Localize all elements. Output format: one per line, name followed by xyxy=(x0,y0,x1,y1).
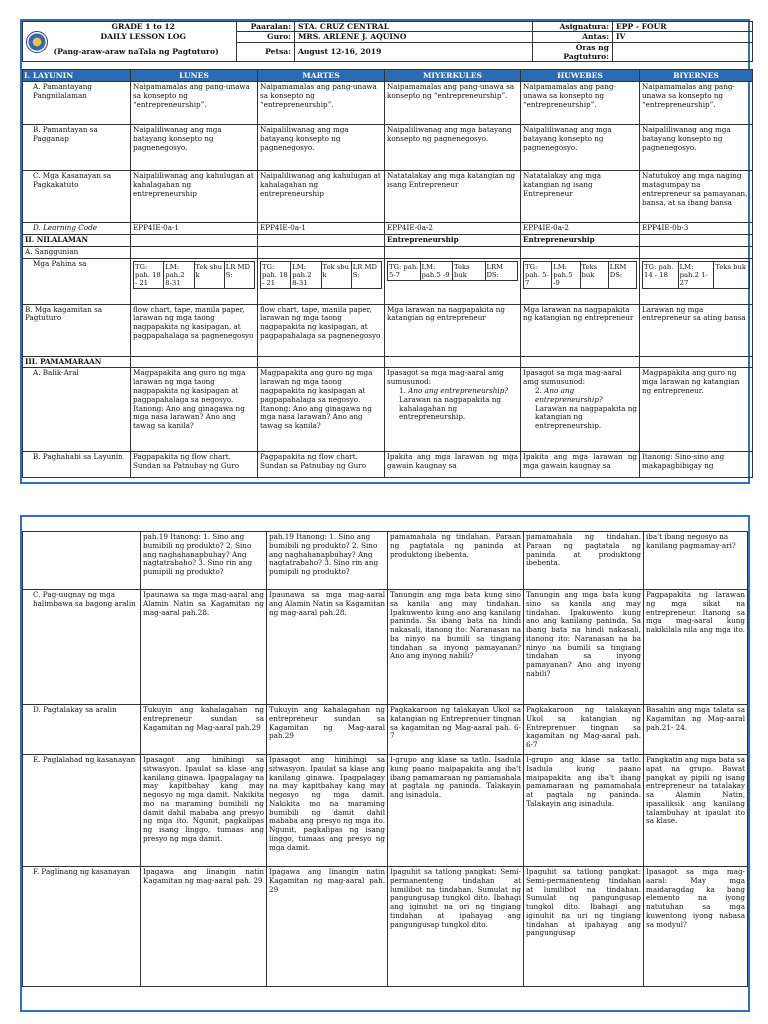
table-cell: Ipaunawa sa mga mag-aaral ang Alamin Natin sa Kagamitan ng mag-aaral pah.28. xyxy=(141,590,267,705)
day-header-row xyxy=(23,70,753,82)
table-cell: Natutukoy ang mga naging matagumpay na entrepreneur sa pamayanan, bansa, at sa ibang bansa xyxy=(640,171,753,223)
day-thursday: HUWEBES xyxy=(521,70,640,82)
row-label: B. Mga kagamitan sa Pagtuturo xyxy=(23,304,131,356)
grade-value: IV xyxy=(613,32,753,42)
grade-label: Antas: xyxy=(533,32,613,42)
reference-cell xyxy=(640,258,753,304)
table-cell xyxy=(521,368,640,452)
row-label: E. Paglalahad ng kasanayan xyxy=(23,755,141,867)
table-cell: Pagkakaroon ng talakayan Ukol sa katangian ng Entreprenuer tingnan sa kagamitan ng Mag-aaral pah. 6-7 xyxy=(388,705,524,755)
learning-code: EPP4IE-0a-1 xyxy=(131,223,258,235)
grade-title: GRADE 1 to 12 xyxy=(51,22,237,32)
table-cell: Naipamamalas ang pang-unawa sa konsepto ng “entrepreneurship”. xyxy=(258,82,385,125)
lesson-table-page-1 xyxy=(22,69,753,478)
day-wednesday: MIYERKULES xyxy=(385,70,521,82)
table-cell: Naipaliliwanag ang kahulugan at kahalagahan ng entrepreneurship xyxy=(258,171,385,223)
ref-tg: TG: pah. 5-7 xyxy=(389,262,419,279)
table-cell: Pagpapakita ng larawan ng mga sikat na entrepreneur. Itanong sa mga mag-aaral kung nakikilala nila ang mga ito. xyxy=(644,590,748,705)
day-tuesday: MARTES xyxy=(258,70,385,82)
table-cell: pah.19 Itanong: 1. Sino ang bumibili ng produkto? 2. Sino ang naghahanapbuhay? Ang nagtatrabaho? 3. Sino rin ang pumipili ng produkto? xyxy=(141,532,267,590)
learning-code: EPP4IE-0b-3 xyxy=(640,223,753,235)
table-cell: Ipaguhit sa tatlong pangkat: Semi-permanenteng tindahan at lumilibot na tindahan. Sumulat ng pangungusap tungkol dito. Ibahagi ang iginuhit na uri ng tingiang tindahan at ipahayag ang pangungusap tungkol dito. xyxy=(388,867,524,987)
table-cell: Mga larawan na nagpapakita ng katangian ng entrepreneur xyxy=(385,304,521,356)
table-cell: Tanungin ang mga bata kung sino sa kanila ang may tindahan. Ipakuwento kung ano ang kanilang paninda. Sa ibang bata na hindi nakasali, itanong ito: Naranasan na ba ninyo na bumili sa tingiang tindahan sa inyong pamayanan? Ano ang inyong nabili? xyxy=(524,590,644,705)
dll-title: DAILY LESSON LOG xyxy=(51,32,237,42)
topic-cell xyxy=(640,235,753,247)
learning-code: EPP4IE-0a-2 xyxy=(385,223,521,235)
reference-cell xyxy=(521,258,640,304)
table-row xyxy=(23,304,753,356)
ref-teksbuk: Tek sbu k xyxy=(321,261,351,289)
cell-tail: Larawan na nagpapakita ng katangian ng entrepreneurship. xyxy=(535,403,637,431)
time-value xyxy=(613,42,753,62)
table-row xyxy=(23,705,748,755)
ref-lm: LM: pah.5 -9 xyxy=(552,261,580,289)
time-label: Oras ng Pagtuturo: xyxy=(533,42,613,62)
table-row xyxy=(23,171,753,223)
table-cell: Naipaliliwanag ang mga batayang konsepto ng pagnenegosyo. xyxy=(131,125,258,171)
cell-intro: Ipasagot sa mga mag-aaral amg sumusunod: xyxy=(387,368,504,387)
day-monday: LUNES xyxy=(131,70,258,82)
page-1 xyxy=(20,19,750,484)
table-row xyxy=(23,258,753,304)
table-cell: flow chart, tape, manila paper, larawan ng mga taong nagpapakita ng kasipagan, at pagpapahalaga sa pagnenegosyo xyxy=(131,304,258,356)
lesson-table-page-2 xyxy=(22,531,748,987)
topic-cell xyxy=(131,235,258,247)
section-nilalaman: II. NILALAMAN xyxy=(23,235,131,247)
table-row xyxy=(23,82,753,125)
subject-label: Asignatura: xyxy=(533,22,613,32)
table-cell: Natatalakay ang mga katangian ng isang Entrepreneur xyxy=(521,171,640,223)
day-friday: BIYERNES xyxy=(640,70,753,82)
reference-cell xyxy=(131,258,258,304)
date-value: August 12-16, 2019 xyxy=(295,42,533,62)
table-cell: I-grupo ang klase sa tatlo. Isadula kung paano maipapakita ang iba't ibang pamamaraan ng pamamahala at pagtala ng paninda. Talakayin ang isinadula. xyxy=(524,755,644,867)
table-cell: flow chart, tape, manila paper, larawan ng mga taong nagpapakita ng kasipagan, at pagpapahalaga sa pagnenegosyo xyxy=(258,304,385,356)
subject-value: EPP - FOUR xyxy=(613,22,753,32)
table-row xyxy=(23,223,753,235)
table-row xyxy=(23,452,753,478)
row-label: B. Paghahabi sa Layunin xyxy=(23,452,131,478)
row-label: F. Paglinang ng kasanayan xyxy=(23,867,141,987)
table-cell: Naipamamalas ang pang-unawa sa konsepto ng “entrepreneurship”. xyxy=(131,82,258,125)
table-cell: Naipaliliwanag ang mga batayang konsepto ng pagnenegosyo. xyxy=(640,125,753,171)
teacher-label: Guro: xyxy=(237,32,295,42)
table-row xyxy=(23,590,748,705)
row-label: A. Pamantayang Pangnilalaman xyxy=(23,82,131,125)
table-cell: Naipaliliwanag ang mga batayang konsepto ng pagnenegosyo. xyxy=(385,125,521,171)
table-cell: Ipagawa ang linangin natin Kagamitan ng mag-aaral pah. 29 xyxy=(267,867,388,987)
table-cell: iba't ibang negosyo na kanilang pagmamay-ari? xyxy=(644,532,748,590)
ref-teksbuk: Teks buk xyxy=(580,261,608,289)
row-label: C. Pag-uugnay ng mga halimbawa sa bagong aralin xyxy=(23,590,141,705)
table-cell: Naipaliliwanag ang mga batayang konsepto ng pagnenegosyo. xyxy=(521,125,640,171)
table-cell: Pagkakaroon ng talakayan Ukol sa katangian ng Entreprenuer tingnan sa kagamitan ng Mag-aaral pah. 6-7 xyxy=(524,705,644,755)
table-cell: Ipakita ang mga larawan ng mga gawain kaugnay sa xyxy=(385,452,521,478)
table-row xyxy=(23,532,748,590)
reference-cell xyxy=(258,258,385,304)
table-cell: Naipaliliwanag ang kahulugan at kahalagahan ng entrepreneurship xyxy=(131,171,258,223)
table-cell: Ipagawa ang linangin natin Kagamitan ng mag-aaral pah. 29 xyxy=(141,867,267,987)
table-cell: I-grupo ang klase sa tatlo. Isadula kung paano maipapakita ang iba't ibang pamamaraan ng pamamahala at pagtala ng paninda. Talakayin ang isinadula. xyxy=(388,755,524,867)
item-text: Ano ang entrepreneurship? xyxy=(535,385,603,404)
ref-tg: TG: pah. 5-7 xyxy=(524,261,552,289)
ref-lm: LM: pah.2 1-27 xyxy=(678,261,714,289)
table-cell: pah.19 Itanong: 1. Sino ang bumibili ng produkto? 2. Sino ang naghahanapbuhay? Ang nagtatrabaho? 3. Sino rin ang pumipili ng produkto? xyxy=(267,532,388,590)
ref-tg: TG: pah. 14 - 18 xyxy=(643,261,679,289)
row-label: D. Learning Code xyxy=(23,223,131,235)
ref-tg: TG: pah. 18 - 21 xyxy=(134,261,164,289)
learning-code: EPP4IE-0a-2 xyxy=(521,223,640,235)
table-cell: Larawan ng mga entrepreneur sa ating bansa xyxy=(640,304,753,356)
ref-lrmds: LR MD S: xyxy=(351,261,381,289)
ref-lrmds: LR MD S: xyxy=(224,261,254,289)
learning-code: EPP4IE-0a-1 xyxy=(258,223,385,235)
teacher-value: MRS. ARLENE J. AQUINO xyxy=(295,32,533,42)
table-cell: Ipasagot ang hinihingi sa sitwasyon. Ipaulat sa klase ang kanilang ginawa. Ipagpalagay na may kapitbahay kang may negosyo ng mga damit. Nakikita mo na maraming bumibili ng damit dahil mababa ang presyo ng mga ito. Ngunit, pagkalipas ng isang linggo, tumaas ang presyo ng mga damit. xyxy=(267,755,388,867)
table-cell: Natatalakay ang mga katangian ng isang Entrepreneur xyxy=(385,171,521,223)
row-label: A. Balik-Aral xyxy=(23,368,131,452)
table-cell: Tukuyin ang kahalagahan ng entrepreneur sundan sa Kagamitan ng Mag-aaral pah.29 xyxy=(141,705,267,755)
table-cell: Pagpapakita ng flow chart. Sundan sa Patnubay ng Guro xyxy=(131,452,258,478)
table-cell: pamamahala ng tindahan. Paraan ng pagtatala ng paninda at produktong ibebenta. xyxy=(388,532,524,590)
table-cell: Ipasagot ang hinihingi sa sitwasyon. Ipaulat sa klase ang kanilang ginawa. Ipagpalagay na may kapitbahay kang may negosyo ng mga damit. Nakikita mo na maraming bumibili ng damit dahil mababa ang presyo ng mga ito. Ngunit, pagkalipas ng isang linggo, tumaas ang presyo ng mga damit. xyxy=(141,755,267,867)
table-row xyxy=(23,368,753,452)
table-cell: Itanong: Sino-sino ang makapagbibigay ng xyxy=(640,452,753,478)
dll-subtitle: (Pang-araw-araw naTala ng Pagtuturo) xyxy=(51,42,237,62)
table-cell: Tukuyin ang kahalagahan ng entrepreneur sundan sa Kagamitan ng Mag-aaral pah.29 xyxy=(267,705,388,755)
ref-teksbuk: Teks buk xyxy=(714,261,750,289)
item-text: Ano ang entrepreneurship? xyxy=(408,385,509,395)
row-label: C. Mga Kasanayan sa Pagkakatuto xyxy=(23,171,131,223)
table-row xyxy=(23,755,748,867)
topic-cell: Entrepreneurship xyxy=(521,235,640,247)
ref-lrmds: LRM DS: xyxy=(608,261,636,289)
deped-logo xyxy=(23,22,51,62)
table-cell: Basahin ang mga talata sa Kagamitan ng Mag-aaral pah.21- 24. xyxy=(644,705,748,755)
table-cell: Ipakita ang mga larawan ng mga gawain kaugnay sa xyxy=(521,452,640,478)
table-cell: Naipaliliwanag ang mga batayang konsepto ng pagnenegosyo. xyxy=(258,125,385,171)
topic-cell: Entrepreneurship xyxy=(385,235,521,247)
table-cell: Ipaguhit sa tatlong pangkat: Semi-permanenteng tindahan at lumilibot na tindahan. Sumulat ng pangungusap tungkol dito. Ibahagi ang iginuhit na uri ng tingiang tindahan at ipahayag ang pangungusap xyxy=(524,867,644,987)
ref-lrmds: LRM DS: xyxy=(485,261,518,281)
header-table xyxy=(22,21,753,62)
ref-lm: LM: pah.5 -9 xyxy=(420,261,453,281)
table-row xyxy=(23,235,753,247)
ref-lm: LM: pah.2 8-31 xyxy=(291,261,321,289)
row-label: Mga Pahina sa xyxy=(23,258,131,304)
table-cell: Naipamamalas ang pang-unawa sa konsepto ng “entrepreneurship”. xyxy=(385,82,521,125)
table-cell: Mga larawan na nagpapakita ng katangian ng entrepreneur xyxy=(521,304,640,356)
cell-intro: Ipasagot sa mga mag-aaral amg sumusunod: xyxy=(523,368,622,387)
table-cell: Naipamamalas ang pang-unawa sa konsepto ng “entrepreneurship”. xyxy=(521,82,640,125)
table-cell: Naipamamalas ang pang-unawa sa konsepto ng “entrepreneurship”. xyxy=(640,82,753,125)
table-cell: Pagpapakita ng flow chart. Sundan sa Patnubay ng Guro xyxy=(258,452,385,478)
table-cell: pamamahala ng tindahan. Paraan ng pagtatala ng paninda at produktong ibebenta. xyxy=(524,532,644,590)
ref-tg: TG: pah. 18 - 21 xyxy=(261,261,291,289)
topic-cell xyxy=(258,235,385,247)
ref-teksbuk: Teks buk xyxy=(453,261,486,281)
ref-teksbuk: Tek sbu k xyxy=(194,261,224,289)
school-label: Paaralan: xyxy=(237,22,295,32)
reference-cell xyxy=(385,258,521,304)
item-number: 2. xyxy=(535,385,542,395)
table-cell: Magpapakita ang guro ng mga larawan ng mga taong nagpapakita ng kasipagan at pagpapahalaga sa negosyo. Itanong: Ano ang ginagawa ng mga nasa larawan? Ano ang tawag sa kanila? xyxy=(258,368,385,452)
row-label: B. Pamantayan sa Pagganap xyxy=(23,125,131,171)
section-pamamaraan: III. PAMAMARAAN xyxy=(23,356,131,368)
table-cell xyxy=(385,368,521,452)
table-cell: Ipaunawa sa mga mag-aaral ang Alamin Natin sa Kagamitan ng mag-aaral pah.28. xyxy=(267,590,388,705)
table-row xyxy=(23,356,753,368)
table-cell: Pangkatin ang mga bata sa apat na grupo. Bawat pangkat ay pipili ng isang entrepreneur na tatalakay sa Alamin Natin, ipasaliksik ang kanilang talambuhay at ipaulat ito sa klase. xyxy=(644,755,748,867)
table-row xyxy=(23,125,753,171)
school-value: STA. CRUZ CENTRAL xyxy=(295,22,533,32)
table-cell: Ipasagot sa mga mag-aaral: May mga maidaragdag ka bang elemento na iyong natutuhan sa mga kuwentong iyong nabasa sa modyul? xyxy=(644,867,748,987)
list-item xyxy=(523,387,637,405)
ref-lm: LM: pah.2 8-31 xyxy=(164,261,194,289)
table-cell: Tanungin ang mga bata kung sino sa kanila ang may tindahan. Ipakuwento kung ano ang kanilang paninda. Sa ibang bata na hindi nakasali, itanong ito: Naranasan na ba ninyo na bumili sa tingiang tindahan sa inyong pamayanan? Ano ang inyong nabili? xyxy=(388,590,524,705)
cell-tail: Larawan na nagpapakita ng kahalagahan ng entrepreneurship. xyxy=(399,394,501,422)
table-cell: Magpapakita ang guro ng mga larawan ng katangian ng entrepreneur. xyxy=(640,368,753,452)
section-layunin: I. LAYUNIN xyxy=(23,70,131,82)
date-label: Petsa: xyxy=(237,42,295,62)
page-2 xyxy=(20,515,750,1012)
item-number: 1. xyxy=(399,385,406,395)
table-cell: Magpapakita ang guro ng mga larawan ng mga taong nagpapakita ng kasipagan at pagpapahalaga sa negosyo. Itanong: Ano ang ginagawa ng mga nasa larawan? Ano ang tawag sa kanila? xyxy=(131,368,258,452)
table-row xyxy=(23,246,753,258)
section-sanggunian: A. Sanggunian xyxy=(23,246,131,258)
seal-icon xyxy=(26,31,48,53)
row-label: D. Pagtalakay sa aralin xyxy=(23,705,141,755)
table-row xyxy=(23,867,748,987)
